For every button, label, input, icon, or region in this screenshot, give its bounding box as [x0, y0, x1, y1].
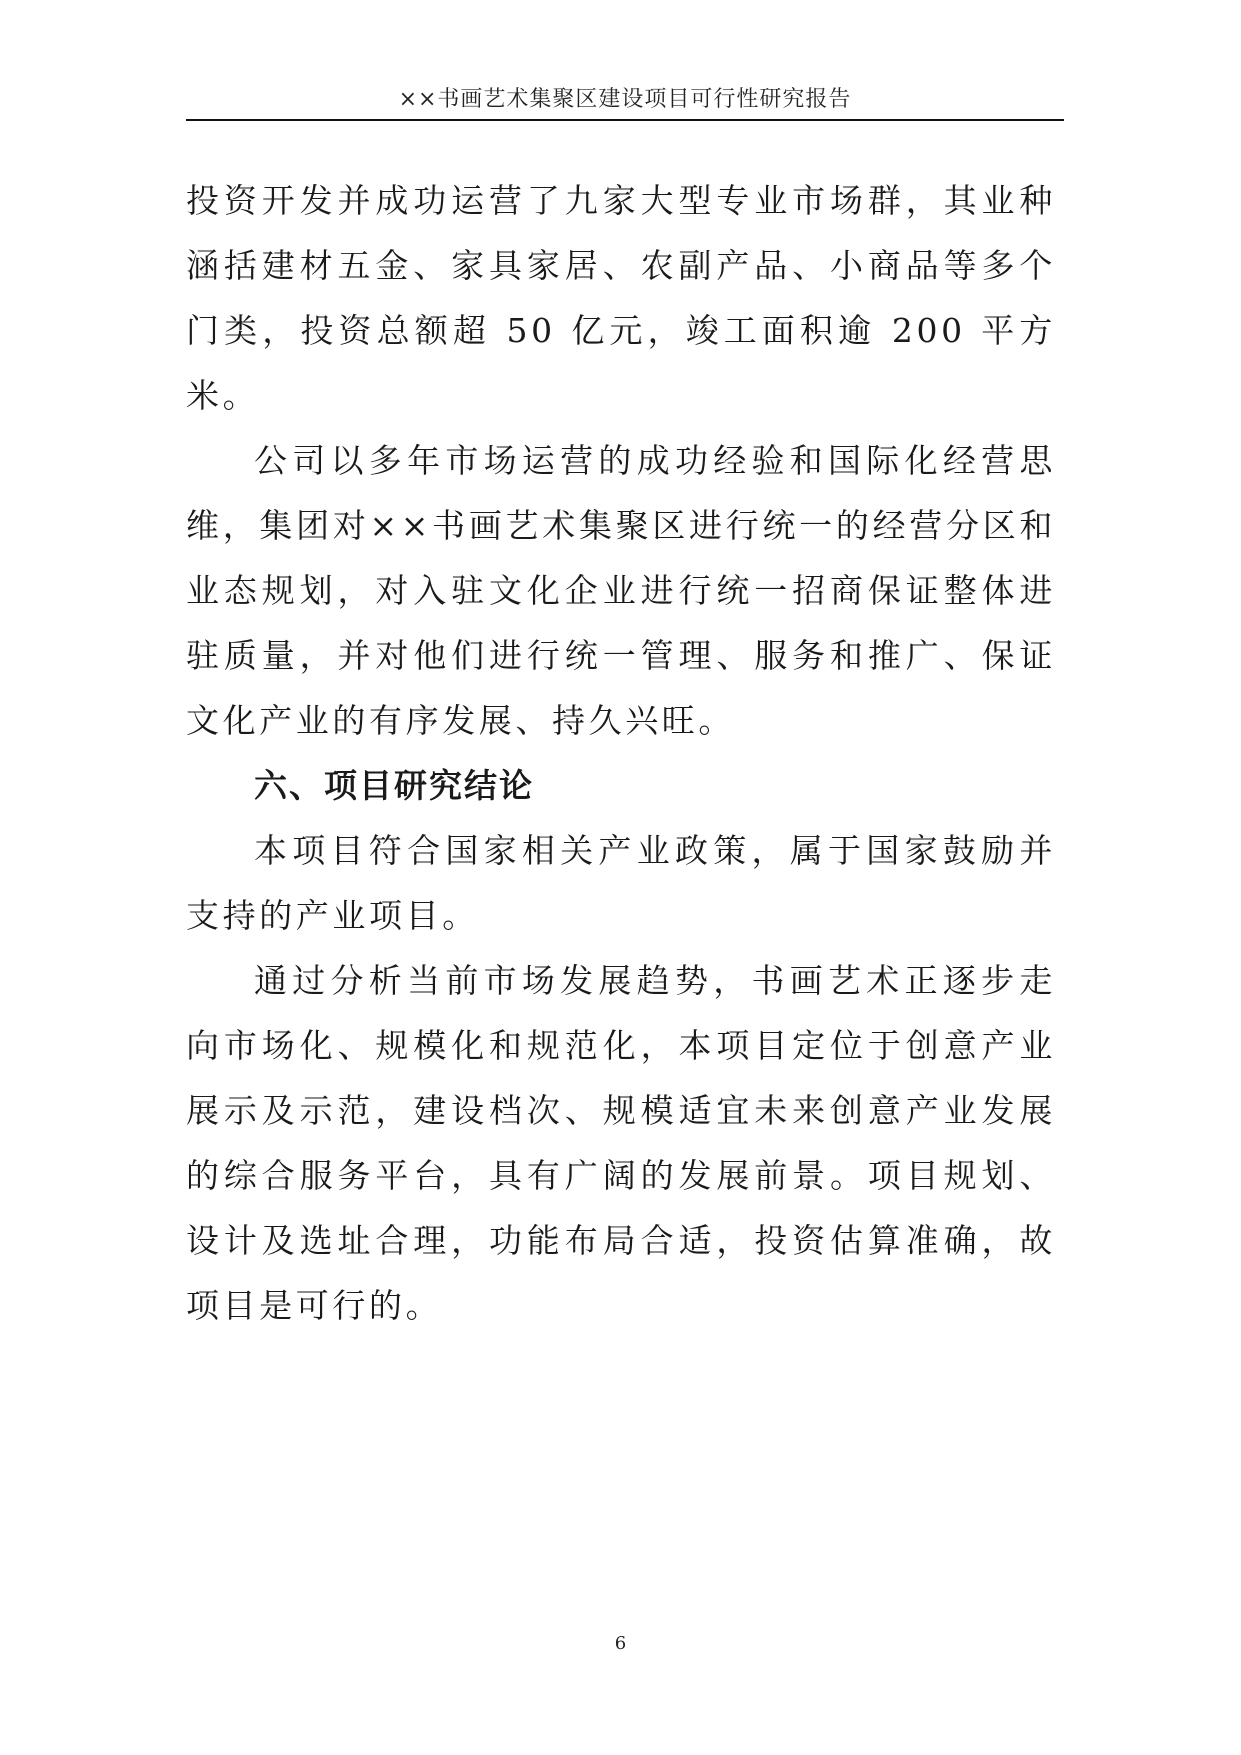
body-paragraph-1: 投资开发并成功运营了九家大型专业市场群，其业种涵括建材五金、家具家居、农副产品、小商品等多个门类，投资总额超 50 亿元，竣工面积逾 200 平方米。 — [186, 181, 1056, 415]
section-heading-conclusion: 六、项目研究结论 — [254, 766, 534, 805]
header-divider — [186, 119, 1064, 121]
page-number: 6 — [614, 1633, 627, 1654]
page-header-title: ××书画艺术集聚区建设项目可行性研究报告 — [398, 87, 852, 112]
body-paragraph-2: 公司以多年市场运营的成功经验和国际化经营思维，集团对××书画艺术集聚区进行统一的经营分区和业态规划，对入驻文化企业进行统一招商保证整体进驻质量，并对他们进行统一管理、服务和推广、保证文化产业的有序发展、持久兴旺。 — [186, 441, 1056, 740]
body-paragraph-3: 本项目符合国家相关产业政策，属于国家鼓励并支持的产业项目。 — [186, 831, 1056, 935]
body-paragraph-4: 通过分析当前市场发展趋势，书画艺术正逐步走向市场化、规模化和规范化，本项目定位于创意产业展示及示范，建设档次、规模适宜未来创意产业发展的综合服务平台，具有广阔的发展前景。项目规划、设计及选址合理，功能布局合适，投资估算准确，故项目是可行的。 — [186, 961, 1056, 1325]
document-body — [186, 168, 1056, 1338]
